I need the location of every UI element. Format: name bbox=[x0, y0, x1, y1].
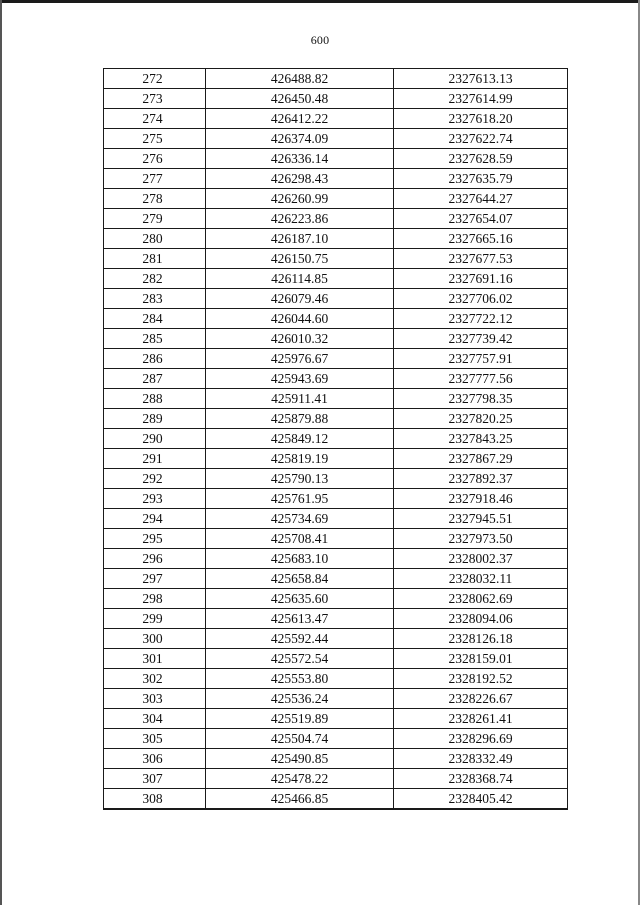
table-row bbox=[104, 329, 568, 349]
x-coordinate-cell: 426150.75 bbox=[206, 249, 394, 269]
x-coordinate-cell: 425658.84 bbox=[206, 569, 394, 589]
y-coordinate-cell: 2328032.11 bbox=[394, 569, 568, 589]
table-row bbox=[104, 669, 568, 689]
x-coordinate-cell: 426010.32 bbox=[206, 329, 394, 349]
table-row bbox=[104, 209, 568, 229]
point-number-cell: 279 bbox=[104, 209, 206, 229]
y-coordinate-cell: 2327665.16 bbox=[394, 229, 568, 249]
point-number-cell: 294 bbox=[104, 509, 206, 529]
x-coordinate-cell: 425683.10 bbox=[206, 549, 394, 569]
point-number-cell: 293 bbox=[104, 489, 206, 509]
table-row bbox=[104, 569, 568, 589]
point-number-cell: 280 bbox=[104, 229, 206, 249]
y-coordinate-cell: 2327635.79 bbox=[394, 169, 568, 189]
y-coordinate-cell: 2327618.20 bbox=[394, 109, 568, 129]
point-number-cell: 281 bbox=[104, 249, 206, 269]
table-row bbox=[104, 89, 568, 109]
y-coordinate-cell: 2327973.50 bbox=[394, 529, 568, 549]
point-number-cell: 297 bbox=[104, 569, 206, 589]
table-row bbox=[104, 489, 568, 509]
y-coordinate-cell: 2327613.13 bbox=[394, 69, 568, 89]
point-number-cell: 303 bbox=[104, 689, 206, 709]
table-row bbox=[104, 389, 568, 409]
x-coordinate-cell: 426488.82 bbox=[206, 69, 394, 89]
table-row bbox=[104, 549, 568, 569]
y-coordinate-cell: 2328405.42 bbox=[394, 789, 568, 810]
y-coordinate-cell: 2327867.29 bbox=[394, 449, 568, 469]
x-coordinate-cell: 426187.10 bbox=[206, 229, 394, 249]
table-row bbox=[104, 69, 568, 89]
x-coordinate-cell: 425504.74 bbox=[206, 729, 394, 749]
point-number-cell: 292 bbox=[104, 469, 206, 489]
point-number-cell: 277 bbox=[104, 169, 206, 189]
y-coordinate-cell: 2327628.59 bbox=[394, 149, 568, 169]
point-number-cell: 305 bbox=[104, 729, 206, 749]
point-number-cell: 306 bbox=[104, 749, 206, 769]
x-coordinate-cell: 425734.69 bbox=[206, 509, 394, 529]
point-number-cell: 299 bbox=[104, 609, 206, 629]
point-number-cell: 288 bbox=[104, 389, 206, 409]
table-row bbox=[104, 469, 568, 489]
table-row bbox=[104, 309, 568, 329]
y-coordinate-cell: 2327614.99 bbox=[394, 89, 568, 109]
point-number-cell: 289 bbox=[104, 409, 206, 429]
x-coordinate-cell: 425761.95 bbox=[206, 489, 394, 509]
point-number-cell: 296 bbox=[104, 549, 206, 569]
point-number-cell: 287 bbox=[104, 369, 206, 389]
table-row bbox=[104, 129, 568, 149]
x-coordinate-cell: 425849.12 bbox=[206, 429, 394, 449]
point-number-cell: 304 bbox=[104, 709, 206, 729]
y-coordinate-cell: 2327945.51 bbox=[394, 509, 568, 529]
point-number-cell: 291 bbox=[104, 449, 206, 469]
y-coordinate-cell: 2327722.12 bbox=[394, 309, 568, 329]
table-row bbox=[104, 769, 568, 789]
point-number-cell: 283 bbox=[104, 289, 206, 309]
y-coordinate-cell: 2328062.69 bbox=[394, 589, 568, 609]
x-coordinate-cell: 425943.69 bbox=[206, 369, 394, 389]
y-coordinate-cell: 2327677.53 bbox=[394, 249, 568, 269]
table-row bbox=[104, 249, 568, 269]
x-coordinate-cell: 425708.41 bbox=[206, 529, 394, 549]
y-coordinate-cell: 2328002.37 bbox=[394, 549, 568, 569]
scan-top-edge bbox=[0, 0, 640, 3]
table-row bbox=[104, 409, 568, 429]
table-row bbox=[104, 189, 568, 209]
y-coordinate-cell: 2327798.35 bbox=[394, 389, 568, 409]
point-number-cell: 298 bbox=[104, 589, 206, 609]
y-coordinate-cell: 2327691.16 bbox=[394, 269, 568, 289]
point-number-cell: 284 bbox=[104, 309, 206, 329]
table-row bbox=[104, 149, 568, 169]
point-number-cell: 286 bbox=[104, 349, 206, 369]
x-coordinate-cell: 426079.46 bbox=[206, 289, 394, 309]
table-row bbox=[104, 649, 568, 669]
x-coordinate-cell: 425613.47 bbox=[206, 609, 394, 629]
x-coordinate-cell: 425592.44 bbox=[206, 629, 394, 649]
y-coordinate-cell: 2327777.56 bbox=[394, 369, 568, 389]
x-coordinate-cell: 426223.86 bbox=[206, 209, 394, 229]
point-number-cell: 290 bbox=[104, 429, 206, 449]
point-number-cell: 282 bbox=[104, 269, 206, 289]
point-number-cell: 278 bbox=[104, 189, 206, 209]
table-row bbox=[104, 629, 568, 649]
x-coordinate-cell: 425911.41 bbox=[206, 389, 394, 409]
point-number-cell: 275 bbox=[104, 129, 206, 149]
y-coordinate-cell: 2328094.06 bbox=[394, 609, 568, 629]
x-coordinate-cell: 425635.60 bbox=[206, 589, 394, 609]
x-coordinate-cell: 426374.09 bbox=[206, 129, 394, 149]
table-row bbox=[104, 509, 568, 529]
y-coordinate-cell: 2327892.37 bbox=[394, 469, 568, 489]
point-number-cell: 308 bbox=[104, 789, 206, 810]
point-number-cell: 301 bbox=[104, 649, 206, 669]
point-number-cell: 274 bbox=[104, 109, 206, 129]
point-number-cell: 302 bbox=[104, 669, 206, 689]
point-number-cell: 272 bbox=[104, 69, 206, 89]
table-row bbox=[104, 689, 568, 709]
x-coordinate-cell: 425478.22 bbox=[206, 769, 394, 789]
point-number-cell: 295 bbox=[104, 529, 206, 549]
coordinate-table-body bbox=[104, 69, 568, 810]
x-coordinate-cell: 426450.48 bbox=[206, 89, 394, 109]
x-coordinate-cell: 425490.85 bbox=[206, 749, 394, 769]
point-number-cell: 285 bbox=[104, 329, 206, 349]
x-coordinate-cell: 426412.22 bbox=[206, 109, 394, 129]
y-coordinate-cell: 2327843.25 bbox=[394, 429, 568, 449]
table-row bbox=[104, 709, 568, 729]
x-coordinate-cell: 425879.88 bbox=[206, 409, 394, 429]
y-coordinate-cell: 2328126.18 bbox=[394, 629, 568, 649]
y-coordinate-cell: 2327820.25 bbox=[394, 409, 568, 429]
y-coordinate-cell: 2327654.07 bbox=[394, 209, 568, 229]
x-coordinate-cell: 425572.54 bbox=[206, 649, 394, 669]
x-coordinate-cell: 426114.85 bbox=[206, 269, 394, 289]
x-coordinate-cell: 425466.85 bbox=[206, 789, 394, 810]
point-number-cell: 276 bbox=[104, 149, 206, 169]
table-row bbox=[104, 529, 568, 549]
table-row bbox=[104, 789, 568, 810]
x-coordinate-cell: 425819.19 bbox=[206, 449, 394, 469]
y-coordinate-cell: 2328261.41 bbox=[394, 709, 568, 729]
y-coordinate-cell: 2327644.27 bbox=[394, 189, 568, 209]
x-coordinate-cell: 426336.14 bbox=[206, 149, 394, 169]
point-number-cell: 300 bbox=[104, 629, 206, 649]
scan-left-edge bbox=[0, 0, 2, 905]
y-coordinate-cell: 2328192.52 bbox=[394, 669, 568, 689]
x-coordinate-cell: 425790.13 bbox=[206, 469, 394, 489]
y-coordinate-cell: 2328159.01 bbox=[394, 649, 568, 669]
table-row bbox=[104, 609, 568, 629]
x-coordinate-cell: 425519.89 bbox=[206, 709, 394, 729]
table-row bbox=[104, 169, 568, 189]
y-coordinate-cell: 2328368.74 bbox=[394, 769, 568, 789]
x-coordinate-cell: 425976.67 bbox=[206, 349, 394, 369]
y-coordinate-cell: 2327757.91 bbox=[394, 349, 568, 369]
y-coordinate-cell: 2328296.69 bbox=[394, 729, 568, 749]
x-coordinate-cell: 425536.24 bbox=[206, 689, 394, 709]
table-row bbox=[104, 729, 568, 749]
y-coordinate-cell: 2327918.46 bbox=[394, 489, 568, 509]
y-coordinate-cell: 2327739.42 bbox=[394, 329, 568, 349]
table-row bbox=[104, 449, 568, 469]
x-coordinate-cell: 426260.99 bbox=[206, 189, 394, 209]
table-row bbox=[104, 229, 568, 249]
table-row bbox=[104, 429, 568, 449]
coordinate-table bbox=[103, 68, 568, 810]
y-coordinate-cell: 2328226.67 bbox=[394, 689, 568, 709]
table-row bbox=[104, 269, 568, 289]
table-row bbox=[104, 369, 568, 389]
table-row bbox=[104, 349, 568, 369]
y-coordinate-cell: 2327706.02 bbox=[394, 289, 568, 309]
y-coordinate-cell: 2327622.74 bbox=[394, 129, 568, 149]
table-row bbox=[104, 589, 568, 609]
x-coordinate-cell: 425553.80 bbox=[206, 669, 394, 689]
x-coordinate-cell: 426044.60 bbox=[206, 309, 394, 329]
point-number-cell: 273 bbox=[104, 89, 206, 109]
table-row bbox=[104, 749, 568, 769]
page-number: 600 bbox=[310, 33, 330, 47]
table-row bbox=[104, 109, 568, 129]
table-row bbox=[104, 289, 568, 309]
y-coordinate-cell: 2328332.49 bbox=[394, 749, 568, 769]
point-number-cell: 307 bbox=[104, 769, 206, 789]
x-coordinate-cell: 426298.43 bbox=[206, 169, 394, 189]
